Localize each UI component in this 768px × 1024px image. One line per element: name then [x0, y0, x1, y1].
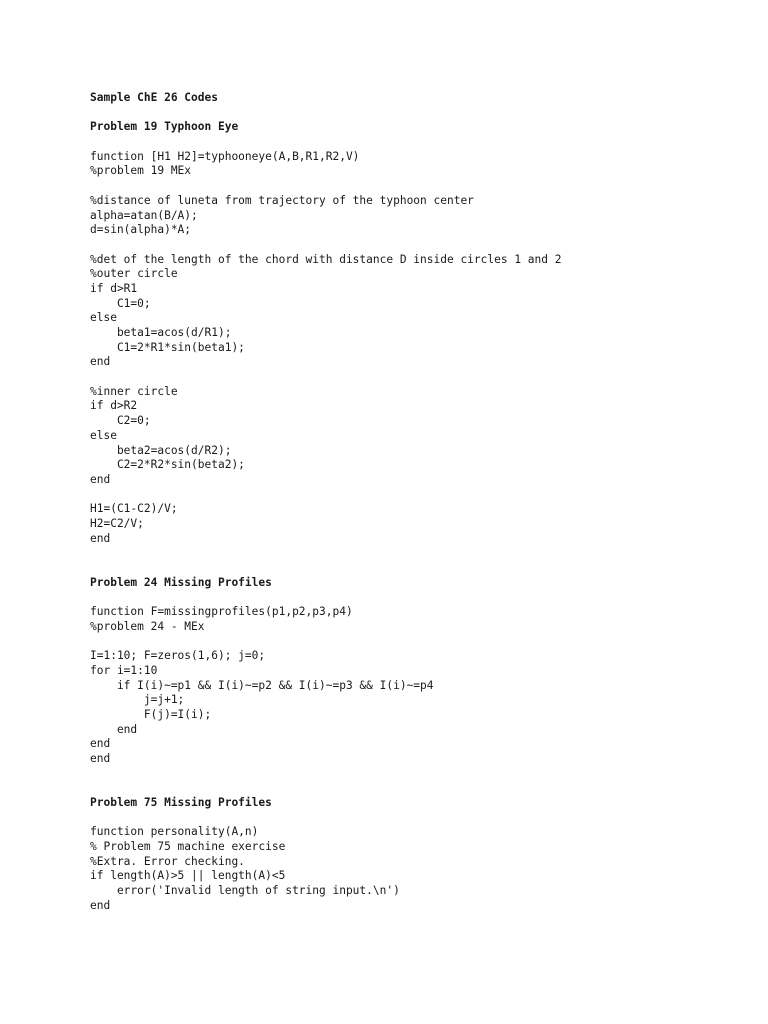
blank-line	[90, 488, 730, 503]
section-heading: Problem 75 Missing Profiles	[90, 796, 272, 809]
blank-line	[90, 767, 730, 782]
code-line: end	[90, 898, 111, 912]
code-line: I=1:10; F=zeros(1,6); j=0;	[90, 649, 266, 663]
code-line: if d>R1	[90, 281, 138, 295]
code-line: %inner circle	[90, 384, 178, 398]
code-line: beta2=acos(d/R2);	[90, 443, 232, 457]
document-page	[90, 91, 730, 914]
code-line: %problem 19 MEx	[90, 164, 192, 178]
code-line: end	[90, 722, 138, 736]
code-line: %distance of luneta from trajectory of the typhoon center	[90, 193, 474, 207]
blank-line	[90, 634, 730, 649]
code-line: C1=0;	[90, 296, 151, 310]
code-line: for i=1:10	[90, 663, 158, 677]
code-line: d=sin(alpha)*A;	[90, 223, 192, 237]
blank-line	[90, 106, 730, 121]
code-line: alpha=atan(B/A);	[90, 208, 198, 222]
code-line: j=j+1;	[90, 693, 185, 707]
blank-line	[90, 370, 730, 385]
blank-line	[90, 238, 730, 253]
code-line: %Extra. Error checking.	[90, 854, 245, 868]
code-line: end	[90, 355, 111, 369]
blank-line	[90, 179, 730, 194]
code-line: end	[90, 737, 111, 751]
code-line: H2=C2/V;	[90, 516, 144, 530]
blank-line	[90, 590, 730, 605]
code-line: F(j)=I(i);	[90, 707, 212, 721]
code-line: % Problem 75 machine exercise	[90, 840, 286, 854]
code-line: end	[90, 472, 111, 486]
section-heading: Sample ChE 26 Codes	[90, 91, 218, 104]
code-line: function personality(A,n)	[90, 825, 259, 839]
code-line: C2=0;	[90, 414, 151, 428]
code-line: end	[90, 751, 111, 765]
code-line: %outer circle	[90, 267, 178, 281]
code-line: C2=2*R2*sin(beta2);	[90, 458, 245, 472]
blank-line	[90, 561, 730, 576]
blank-line	[90, 781, 730, 796]
code-line: H1=(C1-C2)/V;	[90, 502, 178, 516]
section-heading: Problem 19 Typhoon Eye	[90, 120, 239, 134]
code-line: if I(i)~=p1 && I(i)~=p2 && I(i)~=p3 && I(i)~=p4	[90, 678, 434, 692]
code-line: C1=2*R1*sin(beta1);	[90, 340, 245, 354]
section-heading: Problem 24 Missing Profiles	[90, 575, 272, 589]
code-line: else	[90, 428, 117, 442]
blank-line	[90, 546, 730, 561]
code-line: if d>R2	[90, 399, 138, 413]
code-line: else	[90, 311, 117, 325]
code-line: error('Invalid length of string input.\n')	[90, 884, 400, 898]
blank-line	[90, 135, 730, 150]
code-line: beta1=acos(d/R1);	[90, 326, 232, 339]
code-line: %det of the length of the chord with distance D inside circles 1 and 2	[90, 252, 562, 266]
code-line: function F=missingprofiles(p1,p2,p3,p4)	[90, 605, 353, 619]
code-line: %problem 24 - MEx	[90, 619, 205, 633]
code-line: if length(A)>5 || length(A)<5	[90, 869, 286, 883]
blank-line	[90, 811, 730, 826]
code-line: function [H1 H2]=typhooneye(A,B,R1,R2,V)	[90, 149, 360, 163]
code-line: end	[90, 531, 111, 545]
